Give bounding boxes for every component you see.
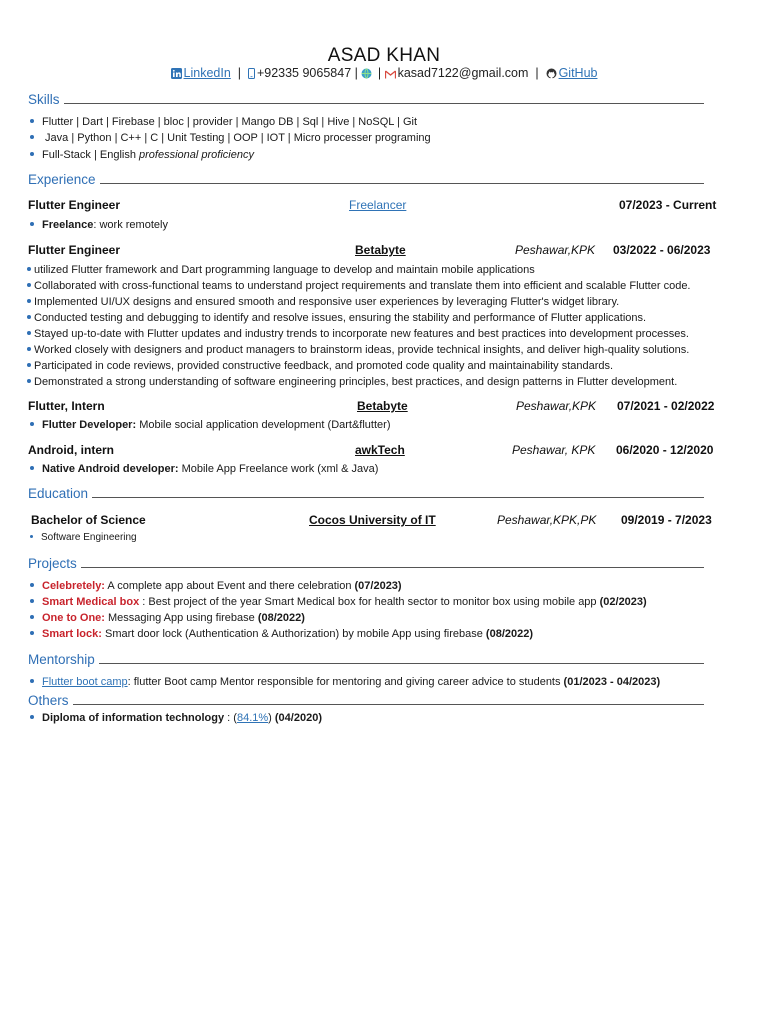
bullet (30, 119, 34, 123)
section-title: Skills (28, 92, 64, 107)
contact-line (0, 66, 768, 82)
section-projects (28, 553, 704, 571)
bullet (30, 222, 34, 226)
school: Cocos University of IT (309, 513, 436, 527)
job-location: Peshawar,KPK (516, 399, 597, 413)
job-company: Betabyte (357, 399, 408, 413)
job-bullet (27, 279, 691, 293)
detail-label: Flutter Developer: (42, 419, 137, 431)
job-role: Flutter Engineer (28, 243, 121, 257)
diploma-date: (04/2020) (274, 712, 322, 724)
bullet (27, 363, 31, 367)
job-detail (30, 462, 378, 476)
bullet (30, 615, 34, 619)
job-location: Peshawar, KPK (512, 443, 596, 457)
bullet (30, 679, 34, 683)
project-desc: A complete app about Event and there celebration (104, 580, 355, 592)
section-rule (28, 183, 704, 184)
section-title: Mentorship (28, 652, 99, 667)
bullet-text: utilized Flutter framework and Dart programming language to develop and maintain mobile applications (34, 264, 535, 276)
project-name: Celebretely: (42, 580, 105, 592)
bullet-text: Stayed up-to-date with Flutter updates and industry trends to incorporate new features and best practices into development processes. (34, 328, 689, 340)
bullet (27, 347, 31, 351)
mentorship-item (30, 675, 660, 689)
section-skills (28, 89, 704, 107)
job-company-link[interactable]: Freelancer (349, 198, 407, 212)
bullet-text: Implemented UI/UX designs and ensured smooth and responsive user experiences by leveraging Flutter's widget library. (34, 296, 620, 308)
bullet (30, 631, 34, 635)
github-link[interactable]: GitHub (558, 66, 598, 80)
bullet (30, 422, 34, 426)
education-location: Peshawar,KPK,PK (497, 513, 597, 527)
section-title: Projects (28, 556, 81, 571)
project-desc: : Best project of the year Smart Medical box for health sector to monitor box using mobile app (139, 596, 600, 608)
diploma-name: Diploma of information technology (42, 712, 225, 724)
bullet-text: Worked closely with designers and product managers to brainstorm ideas, provide technical insights, and deliver high-quality solutions. (34, 344, 690, 356)
section-rule (28, 497, 704, 498)
section-title: Others (28, 693, 73, 708)
bullet (27, 299, 31, 303)
linkedin-link[interactable]: LinkedIn (183, 66, 231, 80)
skill-proficiency: professional proficiency (139, 149, 254, 161)
phone-number[interactable]: +92335 9065847 (256, 66, 352, 80)
bullet (27, 331, 31, 335)
project-item (30, 579, 402, 593)
skill-text: Java | Python | C++ | C | Unit Testing | OOP | IOT | Micro processer programing (42, 132, 431, 144)
section-others (28, 690, 704, 708)
bullet (30, 583, 34, 587)
education-date: 09/2019 - 7/2023 (621, 513, 712, 527)
skill-item (30, 115, 417, 129)
bullet (30, 152, 34, 156)
education-detail (30, 531, 137, 545)
email-address[interactable]: kasad7122@gmail.com (397, 66, 529, 80)
job-location: Peshawar,KPK (515, 243, 596, 257)
bullet (30, 715, 34, 719)
punct: : ( (224, 712, 237, 724)
diploma-score-link[interactable]: 84.1% (236, 712, 269, 724)
section-rule (28, 567, 704, 568)
project-desc: Messaging App using firebase (104, 612, 258, 624)
mentorship-desc: : flutter Boot camp Mentor responsible for mentoring and giving career advice to students (127, 676, 564, 688)
bullet (30, 135, 34, 139)
job-company: Betabyte (355, 243, 406, 257)
detail-label: Freelance (42, 219, 94, 231)
bullet (30, 599, 34, 603)
job-date: 03/2022 - 06/2023 (613, 243, 711, 257)
bullet-text: Conducted testing and debugging to identify and resolve issues, ensuring the stability and performance of Flutter applications. (34, 312, 647, 324)
bullet (30, 466, 34, 470)
detail-text: Mobile App Freelance work (xml & Java) (178, 463, 379, 475)
job-date: 07/2021 - 02/2022 (617, 399, 715, 413)
section-experience (28, 169, 704, 187)
job-role: Android, intern (28, 443, 114, 457)
mentorship-date: (01/2023 - 04/2023) (563, 676, 661, 688)
project-date: (08/2022) (257, 612, 305, 624)
section-mentorship (28, 649, 704, 667)
job-bullet (27, 375, 677, 389)
skill-text: Flutter | Dart | Firebase | bloc | provider | Mango DB | Sql | Hive | NoSQL | Git (42, 116, 417, 128)
section-title: Experience (28, 172, 100, 187)
project-item (30, 627, 533, 641)
skill-item (30, 148, 254, 162)
separator: | (354, 66, 358, 80)
job-role: Flutter, Intern (28, 399, 105, 413)
job-detail (30, 418, 390, 432)
bullet (27, 315, 31, 319)
separator: | (535, 66, 539, 80)
bootcamp-link[interactable]: Flutter boot camp (42, 676, 128, 688)
job-date: 06/2020 - 12/2020 (616, 443, 714, 457)
job-bullet (27, 311, 646, 325)
bullet (27, 267, 31, 271)
punct: ) (268, 712, 275, 724)
candidate-name: ASAD KHAN (327, 45, 441, 66)
job-detail (30, 218, 168, 232)
skill-item (30, 131, 431, 145)
job-bullet (27, 359, 613, 373)
project-item (30, 595, 647, 609)
job-bullet (27, 343, 689, 357)
job-bullet (27, 327, 689, 341)
project-date: (08/2022) (485, 628, 534, 640)
bullet-text: Demonstrated a strong understanding of software engineering principles, best practices, and design patterns in Flutter development. (34, 376, 678, 388)
section-title: Education (28, 486, 92, 501)
linkedin-icon (171, 68, 182, 82)
job-role: Flutter Engineer (28, 198, 121, 212)
degree: Bachelor of Science (31, 513, 146, 527)
phone-icon (248, 68, 255, 82)
detail-label: Native Android developer: (42, 463, 179, 475)
project-item (30, 611, 305, 625)
detail-text: Mobile social application development (Dart&flutter) (136, 419, 391, 431)
job-date: 07/2023 - Current (619, 198, 717, 212)
section-rule (28, 704, 704, 705)
others-item (30, 711, 322, 725)
project-date: (02/2023) (599, 596, 647, 608)
job-bullet (27, 263, 535, 277)
job-company: awkTech (355, 443, 405, 457)
email-icon (385, 68, 396, 82)
bullet-text: Collaborated with cross-functional teams to understand project requirements and translate them into efficient and scalable Flutter code. (34, 280, 691, 292)
project-name: Smart lock: (42, 628, 102, 640)
section-rule (28, 663, 704, 664)
project-desc: Smart door lock (Authentication & Authorization) by mobile App using firebase (101, 628, 486, 640)
bullet (30, 535, 33, 538)
job-bullet (27, 295, 619, 309)
detail-text: Software Engineering (41, 532, 137, 543)
section-rule (28, 103, 704, 104)
detail-text: : work remotely (93, 219, 168, 231)
bullet-text: Participated in code reviews, provided constructive feedback, and promoted code quality and maintainability standards. (34, 360, 614, 372)
globe-icon[interactable] (361, 68, 372, 82)
project-name: One to One: (42, 612, 105, 624)
project-date: (07/2023) (354, 580, 402, 592)
separator: | (237, 66, 241, 80)
bullet (27, 283, 31, 287)
project-name: Smart Medical box (42, 596, 140, 608)
github-icon (546, 68, 557, 82)
skill-text: Full-Stack | English (42, 149, 140, 161)
section-education (28, 483, 704, 501)
bullet (27, 379, 31, 383)
separator: | (377, 66, 382, 80)
